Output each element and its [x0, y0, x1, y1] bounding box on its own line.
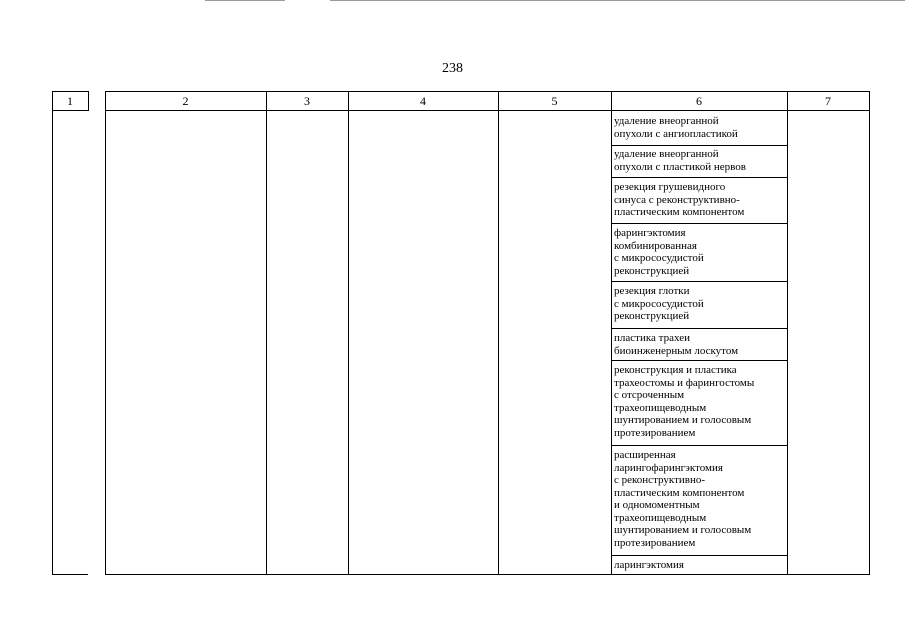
- header-col-1: 1: [67, 94, 73, 108]
- col-border-5: [611, 91, 612, 575]
- col6-item: удаление внеорганной опухоли с пластикой нервов: [614, 148, 746, 173]
- col6-separator: [611, 145, 787, 146]
- header-col-2: 2: [182, 94, 189, 108]
- header-col-4: 4: [420, 94, 426, 108]
- col6-item: расширенная ларингофарингэктомия с реконструктивно- пластическим компонентом и одномоментным трахеопищеводным шунтированием и голосовым протезированием: [614, 449, 752, 549]
- scan-edge-line-right: [330, 0, 905, 1]
- col6-item: удаление внеорганной опухоли с ангиопластикой: [614, 115, 738, 140]
- col-border-7: [869, 91, 870, 575]
- col6-separator: [611, 223, 787, 224]
- col-border-4: [498, 91, 499, 575]
- header-bottom-border-a: [52, 110, 88, 111]
- col-border-3: [348, 91, 349, 575]
- col6-separator: [611, 445, 787, 446]
- col-border-1b: [105, 91, 106, 575]
- scan-edge-line-left: [205, 0, 285, 1]
- col6-item: пластика трахеи биоинженерным лоскутом: [614, 332, 739, 357]
- col6-separator: [611, 555, 787, 556]
- col6-item: ларингэктомия: [614, 559, 684, 571]
- col6-item: реконструкция и пластика трахеостомы и фарингостомы с отсроченным трахеопищеводным шунтированием и голосовым протезированием: [614, 364, 755, 439]
- table-bottom-border-b: [105, 574, 869, 575]
- table-bottom-border-a: [52, 574, 88, 575]
- header-bottom-border-b: [105, 110, 869, 111]
- col6-separator: [611, 281, 787, 282]
- col6-separator: [611, 177, 787, 178]
- header-col-3: 3: [304, 94, 310, 108]
- col6-item: фарингэктомия комбинированная с микрососудистой реконструкцией: [614, 227, 704, 277]
- col6-item: резекция грушевидного синуса с реконструктивно- пластическим компонентом: [614, 181, 745, 218]
- col6-separator: [611, 328, 787, 329]
- col6-item: резекция глотки с микрососудистой реконструкцией: [614, 285, 704, 322]
- col-border-2: [266, 91, 267, 575]
- page-number: 238: [442, 61, 463, 76]
- col-border-0: [52, 91, 53, 575]
- header-col-7: 7: [825, 94, 831, 108]
- col-border-1: [88, 91, 89, 111]
- header-col-6: 6: [696, 94, 702, 108]
- header-col-5: 5: [551, 94, 558, 108]
- col6-separator: [611, 360, 787, 361]
